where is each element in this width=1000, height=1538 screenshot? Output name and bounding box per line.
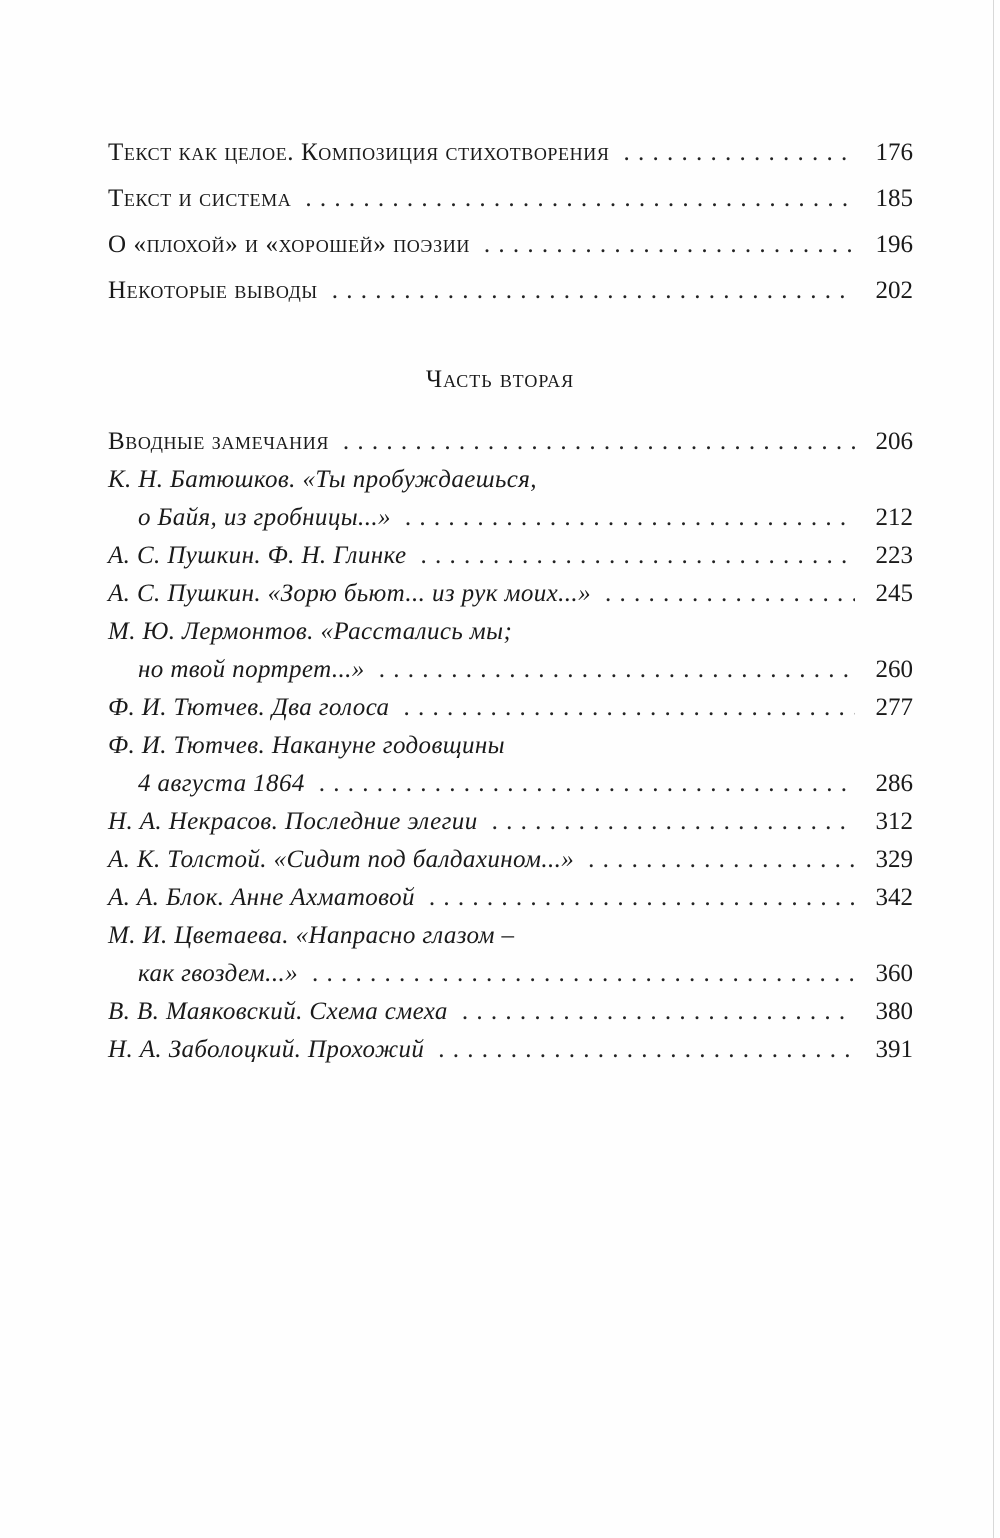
- dot-leader: [623, 130, 855, 176]
- toc-entry-title: М. Ю. Лермонтов. «Расстались мы;: [108, 618, 513, 645]
- toc-entry[interactable]: [108, 461, 913, 537]
- toc-entry[interactable]: [108, 993, 913, 1031]
- dot-leader: [462, 993, 855, 1031]
- toc-entry-page: 223: [875, 542, 913, 569]
- toc-entry-title: Ф. И. Тютчев. Накануне годовщины: [108, 732, 506, 759]
- toc-entry[interactable]: [108, 879, 913, 917]
- toc-entry-title-cont: 4 августа 1864: [138, 770, 305, 797]
- toc-entry-title: А. С. Пушкин. «Зорю бьют... из рук моих...»: [108, 580, 591, 607]
- part-two-heading: Часть вторая: [425, 366, 575, 393]
- toc-entry-page: 312: [875, 808, 913, 835]
- toc-entry[interactable]: [108, 1031, 913, 1069]
- dot-leader: [605, 575, 855, 613]
- toc-entry-title-cont: о Байя, из гробницы...»: [138, 504, 391, 531]
- toc-entry-title: Некоторые выводы: [108, 277, 318, 304]
- toc-entry-page: 329: [875, 846, 913, 873]
- toc-entry-title: В. В. Маяковский. Схема смеха: [108, 998, 448, 1025]
- toc-entry[interactable]: [108, 803, 913, 841]
- toc-entry-page: 206: [875, 428, 913, 455]
- toc-entry[interactable]: [108, 537, 913, 575]
- toc-entry-title: Н. А. Некрасов. Последние элегии: [108, 808, 478, 835]
- dot-leader: [305, 176, 855, 222]
- toc-entry-title: А. А. Блок. Анне Ахматовой: [108, 884, 415, 911]
- dot-leader: [332, 268, 855, 314]
- toc-entry-page: 277: [875, 694, 913, 721]
- toc-entry[interactable]: [108, 268, 913, 314]
- dot-leader: [429, 879, 855, 917]
- toc-entry-title: Текст как целое. Композиция стихотворения: [108, 139, 610, 166]
- page-edge-line: [993, 0, 994, 1538]
- toc-part-two: [108, 423, 913, 1069]
- toc-entry[interactable]: [108, 222, 913, 268]
- toc-part-one: [108, 130, 913, 314]
- toc-entry-intro[interactable]: [108, 423, 913, 461]
- toc-entry[interactable]: [108, 176, 913, 222]
- toc-entry-page: 380: [875, 998, 913, 1025]
- toc-entry-title: Текст и система: [108, 185, 292, 212]
- dot-leader: [405, 499, 855, 537]
- dot-leader: [319, 765, 855, 803]
- dot-leader: [438, 1031, 855, 1069]
- toc-entry[interactable]: [108, 917, 913, 993]
- toc-entry[interactable]: [108, 130, 913, 176]
- toc-entry-title: К. Н. Батюшков. «Ты пробуждаешься,: [108, 466, 537, 493]
- toc-entry-title: А. К. Толстой. «Сидит под балдахином...»: [108, 846, 575, 873]
- toc-entry-page: 360: [875, 960, 913, 987]
- toc-entry[interactable]: [108, 689, 913, 727]
- toc-entry-title: Н. А. Заболоцкий. Прохожий: [108, 1036, 425, 1063]
- dot-leader: [343, 423, 855, 461]
- toc-entry-page: 245: [875, 580, 913, 607]
- toc-entry-title: М. И. Цветаева. «Напрасно глазом –: [108, 922, 515, 949]
- dot-leader: [312, 955, 855, 993]
- toc-entry-page: 212: [875, 504, 913, 531]
- toc-entry[interactable]: [108, 575, 913, 613]
- toc-entry[interactable]: [108, 841, 913, 879]
- dot-leader: [403, 689, 855, 727]
- toc-entry-page: 176: [875, 139, 913, 166]
- toc-entry-page: 286: [875, 770, 913, 797]
- dot-leader: [379, 651, 855, 689]
- toc-entry-page: 391: [875, 1036, 913, 1063]
- toc-entry-page: 196: [875, 231, 913, 258]
- toc-entry-title: Ф. И. Тютчев. Два голоса: [108, 694, 390, 721]
- toc-entry-title-cont: но твой портрет...»: [138, 656, 365, 683]
- dot-leader: [492, 803, 855, 841]
- dot-leader: [588, 841, 855, 879]
- toc-entry-page: 185: [875, 185, 913, 212]
- toc-entry-title-cont: как гвоздем...»: [138, 960, 299, 987]
- toc-entry-page: 202: [875, 277, 913, 304]
- toc-entry-title: О «плохой» и «хорошей» поэзии: [108, 231, 470, 258]
- toc-entry-page: 260: [875, 656, 913, 683]
- toc-entry-page: 342: [875, 884, 913, 911]
- dot-leader: [421, 537, 856, 575]
- toc-entry[interactable]: [108, 613, 913, 689]
- toc-entry[interactable]: [108, 727, 913, 803]
- toc-entry-title: А. С. Пушкин. Ф. Н. Глинке: [108, 542, 407, 569]
- dot-leader: [484, 222, 855, 268]
- toc-entry-title: Вводные замечания: [108, 428, 329, 455]
